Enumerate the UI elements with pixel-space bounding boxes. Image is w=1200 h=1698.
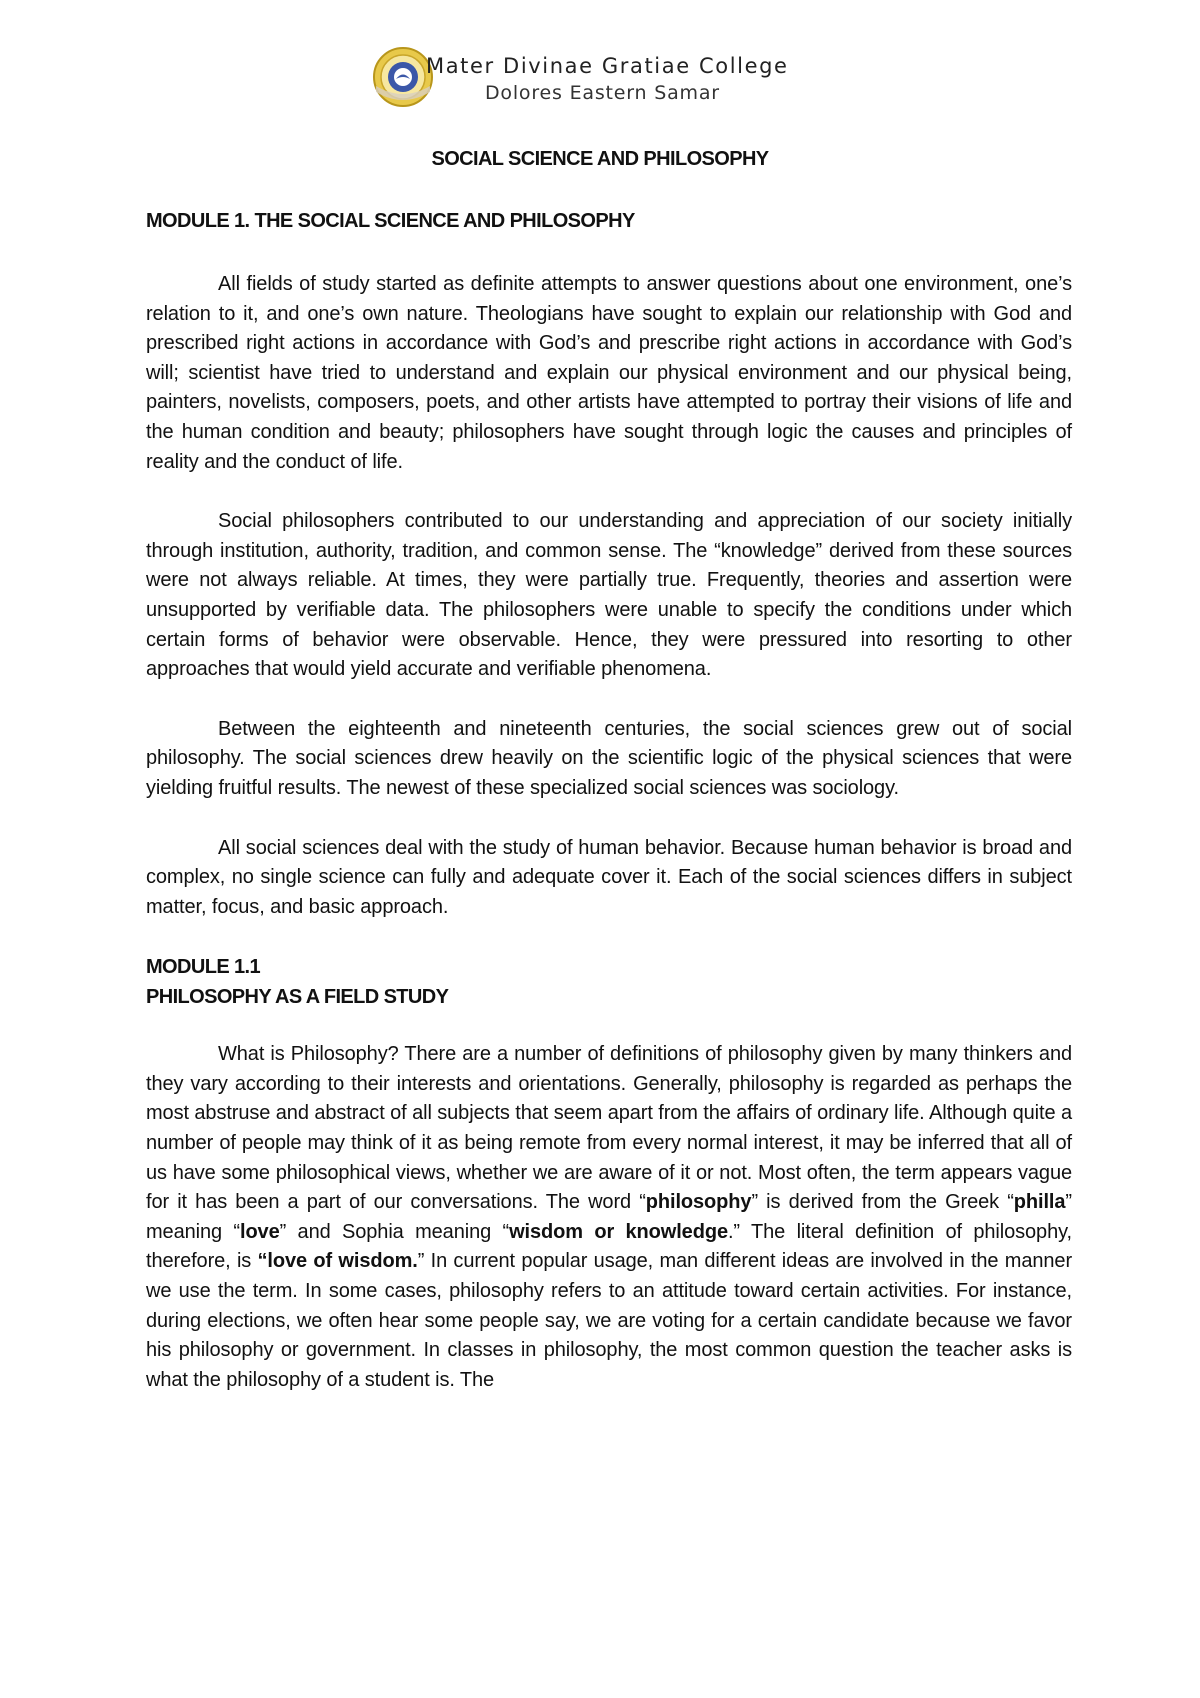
- college-name: Mater Divinae Gratiae College: [426, 54, 789, 78]
- module-1-1-heading: MODULE 1.1: [146, 956, 261, 979]
- document-body: [146, 206, 1072, 1425]
- bold-term-philosophy: philosophy: [645, 1191, 752, 1214]
- module-1-heading: MODULE 1. THE SOCIAL SCIENCE AND PHILOSOPHY: [146, 210, 635, 232]
- text-run: ” meaning “: [146, 1191, 1072, 1243]
- bold-term-philla: philla: [1013, 1191, 1066, 1214]
- module-1-1-heading-block: [146, 952, 1072, 1012]
- letterhead: [0, 44, 1200, 114]
- module-1-paragraph-2: Social philosophers contributed to our understanding and appreciation of our society initially through institution, authority, tradition, and common sense. The “knowledge” derived from these sources were not always reliable. At times, they were partially true. Frequently, theories and assertion were unsupported by verifiable data. The philosophers were unable to specify the conditions under which certain forms of behavior were observable. Hence, they were pressured into resorting to other approaches that would yield accurate and verifiable phenomena.: [146, 510, 1072, 681]
- text-run: ” In current popular usage, man different ideas are involved in the manner we use the term. In some cases, philosophy refers to an attitude toward certain activities. For instance, during elections, we often hear some people say, we are voting for a certain candidate because we favor his philosophy or government. In classes in philosophy, the most common question the teacher asks is what the philosophy of a student is. The: [146, 1250, 1073, 1391]
- college-location: Dolores Eastern Samar: [485, 82, 720, 104]
- module-1-1-paragraph-1: [146, 1040, 1072, 1395]
- module-1-paragraph-4: All social sciences deal with the study of human behavior. Because human behavior is broad and complex, no single science can fully and adequate cover it. Each of the social sciences differs in subject matter, focus, and basic approach.: [146, 836, 1072, 918]
- document-title: SOCIAL SCIENCE AND PHILOSOPHY: [431, 148, 769, 170]
- module-1-paragraph-1: All fields of study started as definite attempts to answer questions about one environment, one’s relation to it, and one’s own nature. Theologians have sought to explain our relationship with God and prescribed right actions in accordance with God’s and prescribe right actions in accordance with God’s will; scientist have tried to understand and explain our physical environment and our physical being, painters, novelists, composers, poets, and other artists have attempted to portray their visions of life and the human condition and beauty; philosophers have sought through logic the causes and principles of reality and the conduct of life.: [146, 273, 1072, 473]
- text-run: ” and Sophia meaning “: [279, 1220, 510, 1243]
- bold-term-love: love: [239, 1220, 280, 1243]
- text-run: ” is derived from the Greek “: [751, 1191, 1014, 1214]
- text-run: .” The literal definition of philosophy, therefore, is: [146, 1220, 1072, 1273]
- bold-term-wisdom: wisdom or knowledge: [509, 1220, 728, 1243]
- module-1-paragraph-3: Between the eighteenth and nineteenth centuries, the social sciences grew out of social philosophy. The social sciences drew heavily on the scientific logic of the physical sciences that were yielding fruitful results. The newest of these specialized social sciences was sociology.: [146, 717, 1072, 799]
- module-1-1-subheading: PHILOSOPHY AS A FIELD STUDY: [146, 986, 449, 1009]
- bold-term-love-of-wisdom: “love of wisdom.: [257, 1250, 418, 1273]
- college-seal-icon: [372, 46, 434, 108]
- text-run: What is Philosophy? There are a number of definitions of philosophy given by many thinkers and they vary according to their interests and orientations. Generally, philosophy is regarded as perhaps the most abstruse and abstract of all subjects that seem apart from the affairs of ordinary life. Although quite a number of people may think of it as being remote from every normal interest, it may be inferred that all of us have some philosophical views, whether we are aware of it or not. Most often, the term appears vague for it has been a part of our conversations. The word “: [146, 1043, 1072, 1214]
